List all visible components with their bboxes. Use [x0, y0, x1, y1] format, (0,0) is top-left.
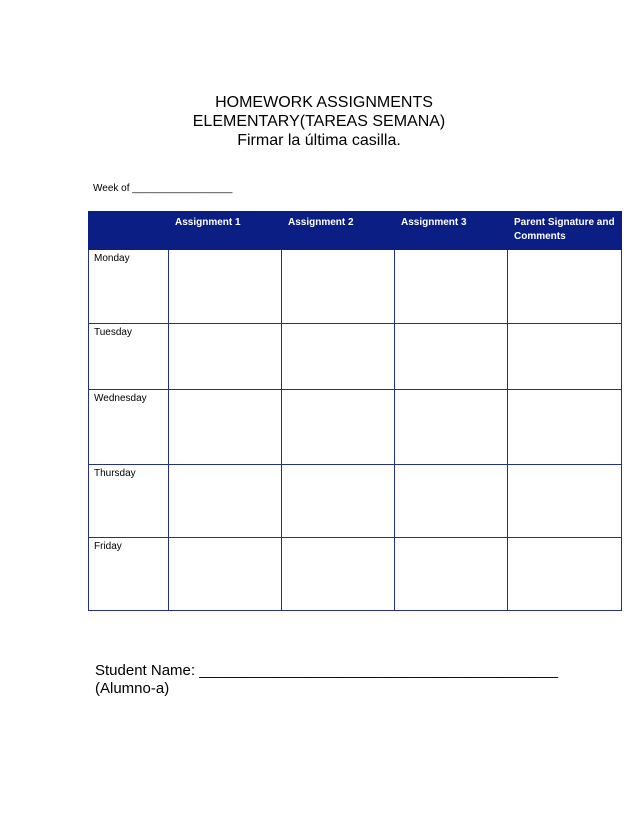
header-corner — [89, 212, 169, 250]
cell-friday-assignment-3[interactable] — [395, 538, 508, 611]
cell-thursday-assignment-3[interactable] — [395, 465, 508, 538]
student-name-block — [95, 662, 558, 698]
title-line-1: HOMEWORK ASSIGNMENTS — [215, 94, 433, 111]
day-label-thursday: Thursday — [89, 465, 169, 538]
cell-friday-signature[interactable] — [508, 538, 622, 611]
homework-table — [88, 211, 622, 611]
header-row — [89, 212, 622, 250]
cell-friday-assignment-2[interactable] — [282, 538, 395, 611]
title-line-3: Firmar la última casilla. — [237, 132, 401, 149]
table-row-thursday — [89, 465, 622, 538]
day-label-tuesday: Tuesday — [89, 324, 169, 390]
cell-thursday-signature[interactable] — [508, 465, 622, 538]
cell-thursday-assignment-1[interactable] — [169, 465, 282, 538]
student-name-field[interactable]: Student Name: ___________________________________________ — [95, 662, 558, 679]
cell-tuesday-assignment-2[interactable] — [282, 324, 395, 390]
cell-tuesday-signature[interactable] — [508, 324, 622, 390]
cell-wednesday-assignment-1[interactable] — [169, 390, 282, 465]
cell-monday-assignment-2[interactable] — [282, 250, 395, 324]
cell-wednesday-assignment-2[interactable] — [282, 390, 395, 465]
document-title — [0, 93, 638, 150]
header-assignment-2: Assignment 2 — [282, 212, 395, 250]
title-line-2: ELEMENTARY(TAREAS SEMANA) — [192, 113, 446, 130]
cell-tuesday-assignment-1[interactable] — [169, 324, 282, 390]
table-row-tuesday — [89, 324, 622, 390]
cell-wednesday-signature[interactable] — [508, 390, 622, 465]
cell-thursday-assignment-2[interactable] — [282, 465, 395, 538]
cell-monday-assignment-1[interactable] — [169, 250, 282, 324]
student-name-spanish-label: (Alumno-a) — [95, 680, 170, 697]
week-of-field[interactable]: Week of __________________ — [93, 183, 233, 194]
cell-monday-assignment-3[interactable] — [395, 250, 508, 324]
cell-monday-signature[interactable] — [508, 250, 622, 324]
day-label-monday: Monday — [89, 250, 169, 324]
day-label-wednesday: Wednesday — [89, 390, 169, 465]
header-parent-signature: Parent Signature and Comments — [508, 212, 622, 250]
cell-friday-assignment-1[interactable] — [169, 538, 282, 611]
table-row-monday — [89, 250, 622, 324]
cell-wednesday-assignment-3[interactable] — [395, 390, 508, 465]
cell-tuesday-assignment-3[interactable] — [395, 324, 508, 390]
day-label-friday: Friday — [89, 538, 169, 611]
header-assignment-3: Assignment 3 — [395, 212, 508, 250]
table-row-friday — [89, 538, 622, 611]
table-row-wednesday — [89, 390, 622, 465]
header-assignment-1: Assignment 1 — [169, 212, 282, 250]
